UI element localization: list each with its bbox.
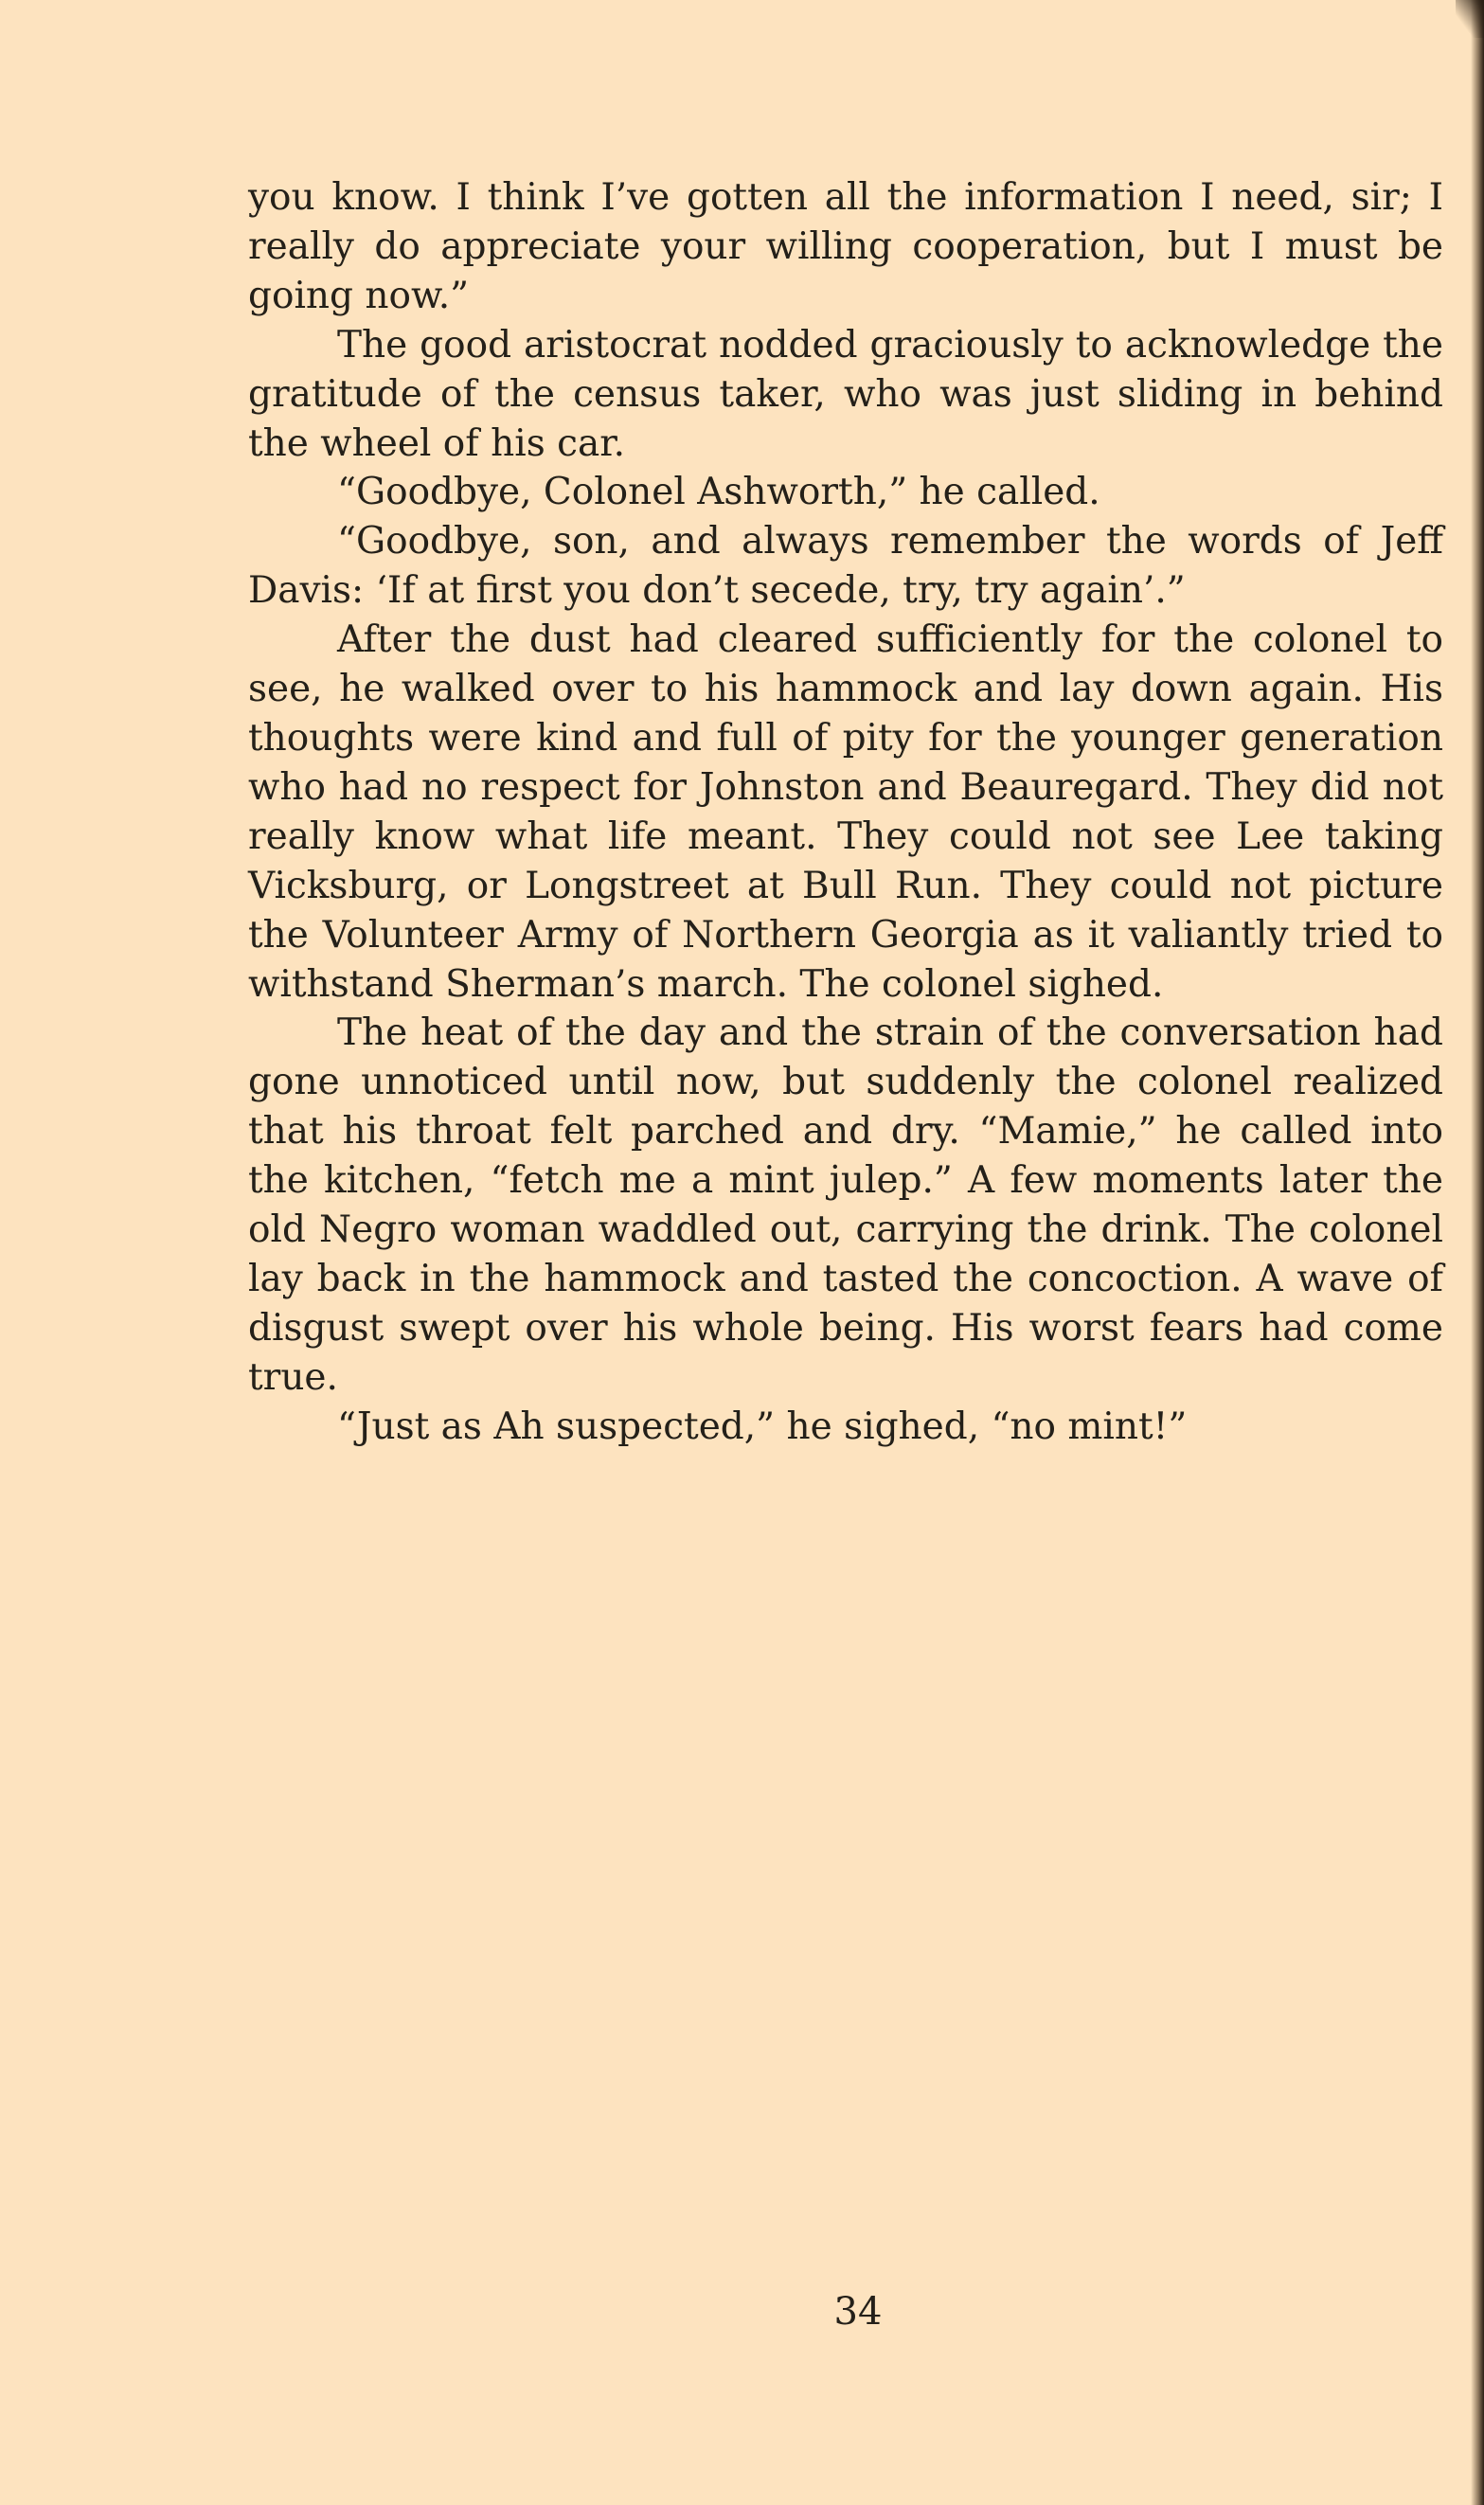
paragraph-2: The good aristocrat nodded graciously to acknowledge the gratitude of the census taker, who was just sliding in behind the wheel of his car.: [248, 323, 1443, 465]
paragraph-1: you know. I think I’ve gotten all the information I need, sir; I really do appreciate your willing cooperation, but I must be going now.”: [248, 176, 1443, 317]
body-text: [248, 173, 1443, 1452]
paragraph-7: “Just as Ah suspected,” he sighed, “no mint!”: [337, 1405, 1188, 1448]
paragraph-6: The heat of the day and the strain of the conversation had gone unnoticed until now, but suddenly the colonel realized that his throat felt parched and dry. “Mamie,” he called into the kitchen, “fetch me a mint julep.” A few moments later the old Negro woman waddled out, carrying the drink. The colonel lay back in the hammock and tasted the concoction. A wave of disgust swept over his whole being. His worst fears had come true.: [248, 1011, 1443, 1399]
page-corner-shadow: [1456, 0, 1484, 38]
paragraph-5: After the dust had cleared sufficiently for the colonel to see, he walked over to his hammock and lay down again. His thoughts were kind and full of pity for the younger generation who had no respect for Johnston and Beauregard. They did not really know what life meant. They could not see Lee taking Vicksburg, or Longstreet at Bull Run. They could not picture the Volunteer Army of Northern Georgia as it valiantly tried to withstand Sherman’s march. The colonel sighed.: [248, 618, 1443, 1006]
page-number: 34: [833, 2290, 883, 2334]
paragraph-3: “Goodbye, Colonel Ashworth,” he called.: [337, 471, 1100, 514]
page-edge-shadow: [1471, 0, 1484, 2505]
paragraph-4: “Goodbye, son, and always remember the words of Jeff Davis: ‘If at first you don’t secede, try, try again’.”: [248, 520, 1443, 613]
